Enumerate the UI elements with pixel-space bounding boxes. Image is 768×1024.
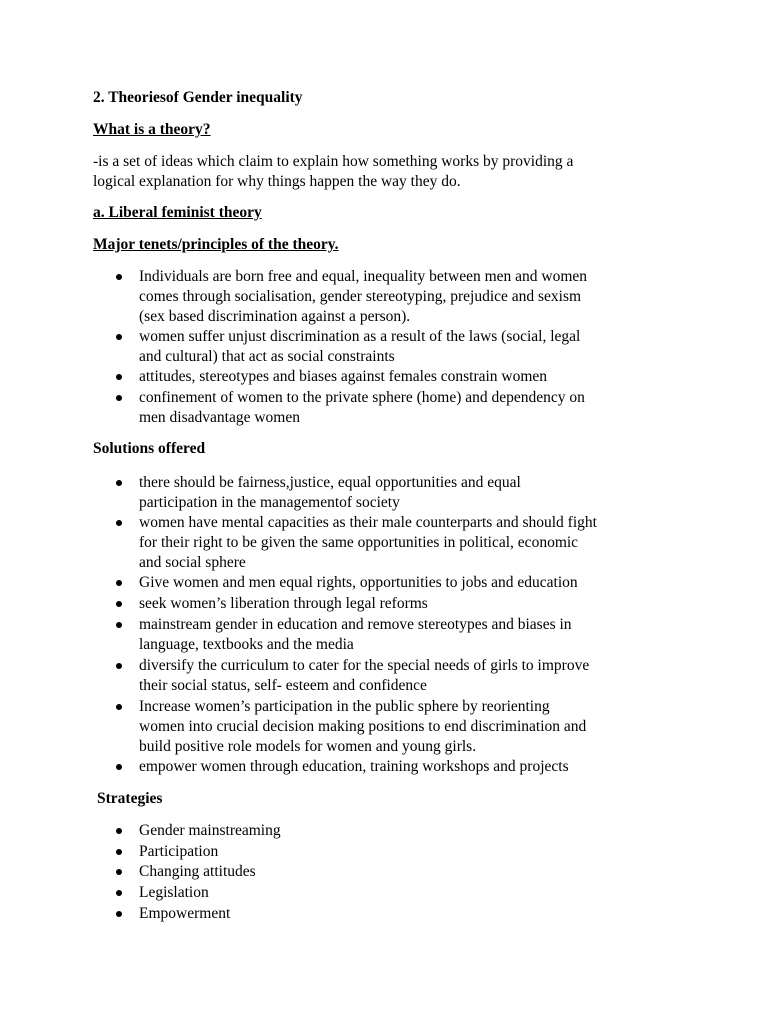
bullet-icon (116, 520, 122, 526)
list-item: Gender mainstreaming (139, 822, 281, 839)
bullet-icon (116, 334, 122, 340)
list-item: there should be fairness,justice, equal opportunities and equal participation in the managementof society (139, 474, 521, 511)
definition-line-1: -is a set of ideas which claim to explain how something works by providing a (93, 153, 574, 170)
bullet-icon (116, 580, 122, 586)
list-item: Changing attitudes (139, 863, 256, 880)
list-item: mainstream gender in education and remove stereotypes and biases in language, textbooks and the media (139, 616, 572, 653)
list-item: women suffer unjust discrimination as a result of the laws (social, legal and cultural) that act as social constraints (139, 328, 581, 365)
tenets-title: Major tenets/principles of the theory. (93, 236, 339, 253)
bullet-icon (116, 374, 122, 380)
bullet-icon (116, 890, 122, 896)
list-item: seek women’s liberation through legal reforms (139, 595, 428, 612)
list-item: diversify the curriculum to cater for the special needs of girls to improve their social status, self- esteem and confidence (139, 657, 590, 694)
strategies-title: Strategies (97, 790, 163, 807)
definition-line-2: logical explanation for why things happen the way they do. (93, 173, 461, 190)
list-item: women have mental capacities as their male counterparts and should fight for their right to be given the same opportunities in political, economic and social sphere (139, 514, 597, 571)
bullet-icon (116, 480, 122, 486)
list-item: empower women through education, training workshops and projects (139, 758, 569, 775)
list-item: Increase women’s participation in the public sphere by reorienting women into crucial decision making positions to end discrimination and build positive role models for women and young girls. (139, 698, 587, 755)
section-heading: 2. Theoriesof Gender inequality (93, 89, 303, 106)
list-item: Give women and men equal rights, opportunities to jobs and education (139, 574, 578, 591)
list-item: confinement of women to the private sphere (home) and dependency on men disadvantage women (139, 389, 585, 426)
bullet-icon (116, 911, 122, 917)
bullet-icon (116, 869, 122, 875)
what-is-theory-title: What is a theory? (93, 121, 211, 138)
bullet-icon (116, 849, 122, 855)
bullet-icon (116, 622, 122, 628)
list-item: Legislation (139, 884, 209, 901)
list-item: Individuals are born free and equal, inequality between men and women comes through socialisation, gender stereotyping, prejudice and sexism (sex based discrimination against a person). (139, 268, 588, 325)
bullet-icon (116, 828, 122, 834)
solutions-title: Solutions offered (93, 440, 206, 457)
list-item: Empowerment (139, 905, 231, 922)
liberal-theory-title: a. Liberal feminist theory (93, 204, 262, 221)
bullet-icon (116, 274, 122, 280)
list-item: Participation (139, 843, 219, 860)
list-item: attitudes, stereotypes and biases against females constrain women (139, 368, 548, 385)
bullet-icon (116, 704, 122, 710)
bullet-icon (116, 764, 122, 770)
bullet-icon (116, 601, 122, 607)
bullet-icon (116, 663, 122, 669)
bullet-icon (116, 395, 122, 401)
